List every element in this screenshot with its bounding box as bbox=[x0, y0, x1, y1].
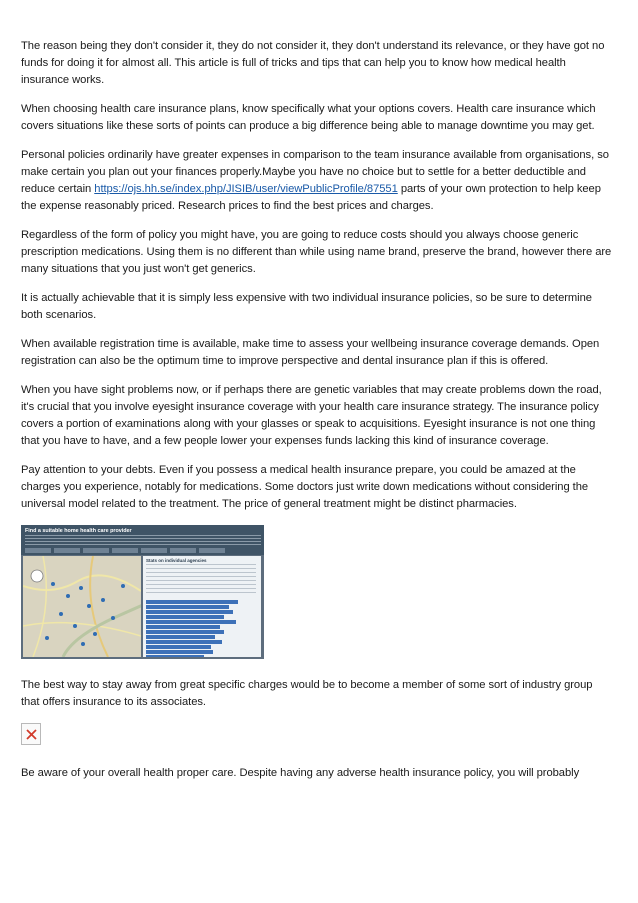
paragraph-8: Pay attention to your debts. Even if you possess a medical health insurance prepare, you could be amazed at the charges you experience, notably for medications. Some doctors just write down medications without considering the universal model related to the treatment. The price of general treatment might be distinct pharmacies. bbox=[21, 464, 589, 510]
image-bar bbox=[146, 650, 213, 654]
paragraph-2: When choosing health care insurance plans, know specifically what your options covers. Health care insurance which covers situations like these sorts of points can produce a big difference being able to manage downtime you may get. bbox=[21, 103, 596, 132]
image-stats-panel bbox=[143, 556, 261, 657]
paragraph-3-text-before: Personal policies ordinarily have greater expenses in comparison to the team insurance available from organisations, so make certain you plan out your finances properly.Maybe you have no choice but to settle for a better deductible and reduce certain bbox=[21, 149, 609, 195]
image-bar bbox=[146, 600, 238, 604]
image-map bbox=[23, 556, 141, 657]
paragraph-9: The best way to stay away from great specific charges would be to become a member of some sort of industry group that offers insurance to its associates. bbox=[21, 679, 593, 708]
image-bar bbox=[146, 620, 236, 624]
document-page bbox=[21, 38, 613, 794]
home-health-care-screenshot-image bbox=[21, 525, 264, 659]
image-title: Find a suitable home health care provider bbox=[25, 528, 132, 534]
image-bar bbox=[146, 630, 224, 634]
paragraph-7: When you have sight problems now, or if perhaps there are genetic variables that may create problems down the road, it's crucial that you involve eyesight insurance coverage with your health care insurance strategy. The insurance policy covers a portion of examinations along with your glasses or speak to acquisitions. Eyesight insurance is not one thing that you have to have, and a few people lower your expenses funds lacking this kind of insurance coverage. bbox=[21, 384, 602, 447]
paragraph-10: Be aware of your overall health proper care. Despite having any adverse health insurance policy, you will probably bbox=[21, 767, 580, 779]
map-drawing bbox=[23, 556, 141, 657]
image-bar bbox=[146, 615, 224, 619]
image-bar bbox=[146, 645, 211, 649]
image-bar bbox=[146, 625, 220, 629]
image-panel-heading: Stats on individual agencies bbox=[146, 558, 207, 563]
paragraph-1: The reason being they don't consider it, they do not consider it, they don't understand its relevance, or they have got no funds for doing it for almost all. This article is full of tricks and tips that can help you to know how medical health insurance works. bbox=[21, 40, 605, 86]
image-bar bbox=[146, 610, 233, 614]
image-bar bbox=[146, 635, 215, 639]
image-bar bbox=[146, 640, 222, 644]
paragraph-3-text-after: parts of your own protection to help keep the expense reasonably priced. Research prices to find the best prices and charges. bbox=[21, 183, 601, 212]
image-bar bbox=[146, 655, 204, 657]
paragraph-5: It is actually achievable that it is simply less expensive with two individual insurance policies, so be sure to determine both scenarios. bbox=[21, 292, 592, 321]
paragraph-3 bbox=[21, 147, 613, 215]
broken-image-placeholder bbox=[21, 723, 41, 745]
image-banner bbox=[21, 525, 264, 555]
paragraph-6: When available registration time is available, make time to assess your wellbeing insurance coverage demands. Open registration can also be the optimum time to improve perspective and dental insurance plan if this is offered. bbox=[21, 338, 600, 367]
image-tab-strip bbox=[25, 548, 261, 553]
image-description-lines bbox=[25, 535, 261, 547]
paragraph-4: Regardless of the form of policy you might have, you are going to reduce costs should you always choose generic prescription medications. Using them is no different than while using name brand, preserve the brand, however there are many situations that you just won't get generics. bbox=[21, 229, 612, 275]
profile-link[interactable]: https://ojs.hh.se/index.php/JISIB/user/viewPublicProfile/87551 bbox=[94, 183, 398, 195]
broken-image-icon bbox=[26, 729, 37, 740]
image-bar bbox=[146, 605, 229, 609]
image-panel-text-lines bbox=[146, 564, 256, 596]
